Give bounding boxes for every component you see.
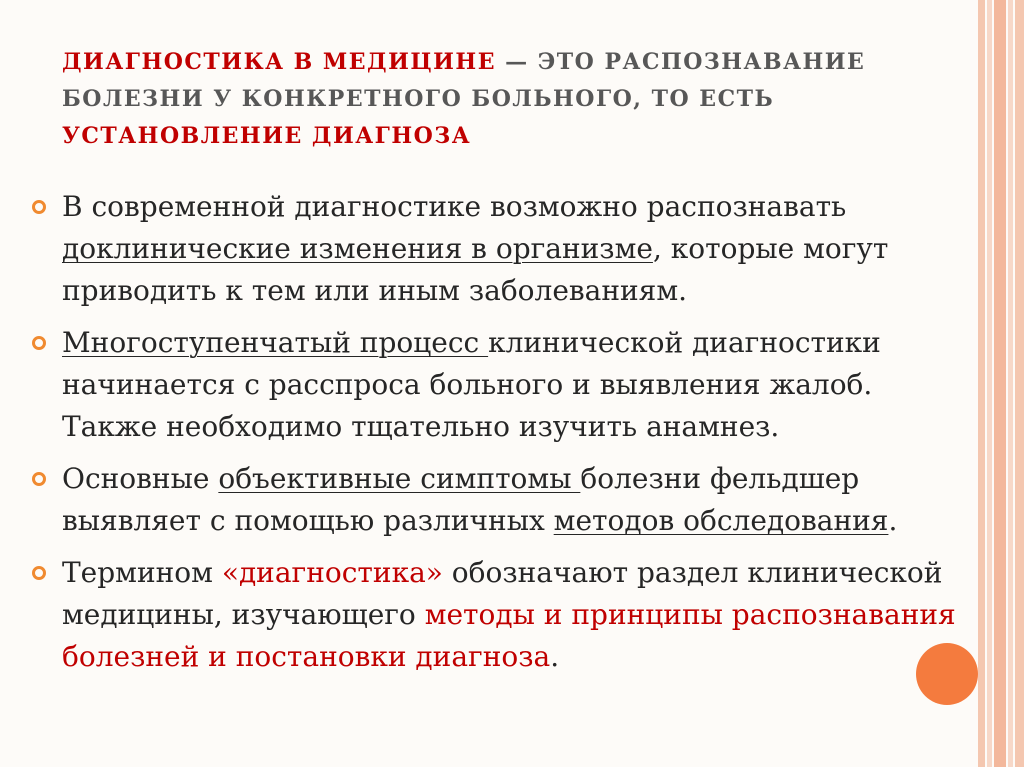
orange-ring-bullet-icon [32,336,46,350]
bullet-text: В современной диагностике возможно распознавать [62,190,847,223]
bullet-text: Основные [62,462,219,495]
orange-circle-icon [916,643,978,705]
bullet-item [30,552,970,678]
bullet-text: , которые могут приводить к тем или иным заболеваниям. [62,232,889,307]
bullet-item [30,322,970,448]
decor-stripe [1015,0,1024,767]
decor-stripe [994,0,1006,767]
bullet-emphasis: методов обследования [553,504,889,537]
bullet-text: . [550,640,560,673]
bullet-text: обозначают раздел клинической медицины, изучающего [62,556,943,631]
bullet-text: Термином [62,556,222,589]
title-term: ДИАГНОСТИКА В МЕДИЦИНЕ [62,49,496,75]
bullet-item [30,458,970,542]
decor-stripe [987,0,992,767]
bullet-emphasis: доклинические изменения в организме [62,232,653,265]
title-definition: — ЭТО РАСПОЗНАВАНИЕ БОЛЕЗНИ У КОНКРЕТНОГО БОЛЬНОГО, ТО ЕСТЬ [62,49,866,112]
bullet-item [30,186,970,312]
decor-stripe [1008,0,1013,767]
bullet-text: болезни фельдшер выявляет с помощью различных [62,462,860,537]
orange-ring-bullet-icon [32,566,46,580]
orange-ring-bullet-icon [32,472,46,486]
orange-ring-bullet-icon [32,200,46,214]
bullet-term: «диагностика» [221,556,443,589]
bullet-list [30,186,970,688]
title-term-diagnosis: УСТАНОВЛЕНИЕ ДИАГНОЗА [62,123,472,149]
slide-title [62,44,962,155]
bullet-text: клинической диагностики начинается с расспроса больного и выявления жалоб. Также необходимо тщательно изучить анамнез. [62,326,881,443]
bullet-highlight: методы и принципы распознавания болезней и постановки диагноза [62,598,956,673]
bullet-text: . [888,504,898,537]
bullet-emphasis: объективные симптомы [218,462,581,495]
bullet-emphasis: Многоступенчатый процесс [62,326,489,359]
decor-stripe [978,0,985,767]
